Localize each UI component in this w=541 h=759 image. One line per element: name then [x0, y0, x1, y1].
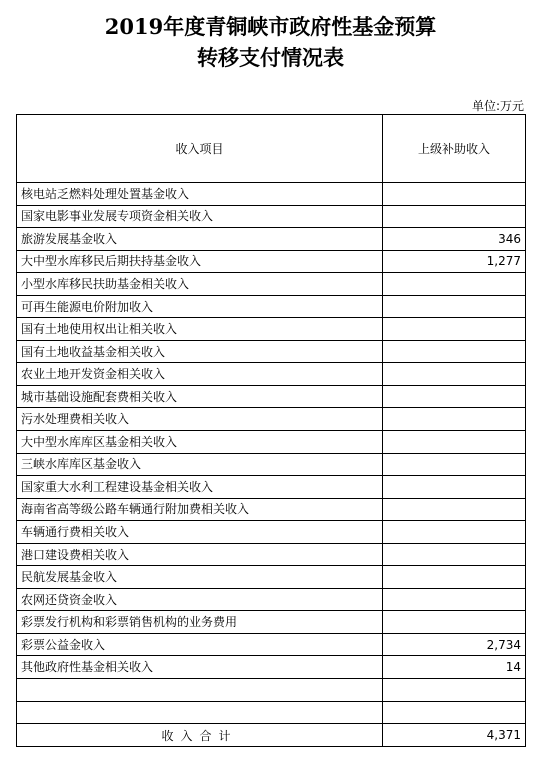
- total-label: 收入合计: [17, 724, 383, 747]
- row-subsidy-value: [383, 701, 526, 724]
- table-body: [17, 183, 526, 724]
- row-subsidy-value: [383, 295, 526, 318]
- table-row: [17, 498, 526, 521]
- row-income-item: 可再生能源电价附加收入: [17, 295, 383, 318]
- table-row: [17, 183, 526, 206]
- row-income-item: 海南省高等级公路车辆通行附加费相关收入: [17, 498, 383, 521]
- row-subsidy-value: [383, 566, 526, 589]
- page-title-line2: 转移支付情况表: [197, 45, 344, 70]
- row-income-item: 大中型水库移民后期扶持基金收入: [17, 250, 383, 273]
- row-subsidy-value: [383, 205, 526, 228]
- table-row: [17, 611, 526, 634]
- row-subsidy-value: [383, 385, 526, 408]
- row-subsidy-value: [383, 431, 526, 454]
- row-income-item: 农业土地开发资金相关收入: [17, 363, 383, 386]
- transfer-payment-table: [16, 114, 526, 747]
- total-row: [17, 724, 526, 747]
- total-value: 4,371: [383, 724, 526, 747]
- table-row: [17, 250, 526, 273]
- table-row: [17, 543, 526, 566]
- table-row: [17, 318, 526, 341]
- row-income-item: 彩票发行机构和彩票销售机构的业务费用: [17, 611, 383, 634]
- table-row: [17, 633, 526, 656]
- page-title-line1: 2019年度青铜峡市政府性基金预算: [104, 14, 437, 39]
- table-row: [17, 453, 526, 476]
- table-row: [17, 679, 526, 702]
- row-subsidy-value: [383, 521, 526, 544]
- table-row: [17, 340, 526, 363]
- row-subsidy-value: 14: [383, 656, 526, 679]
- row-income-item: 旅游发展基金收入: [17, 228, 383, 251]
- row-income-item: 民航发展基金收入: [17, 566, 383, 589]
- table-header-row: [17, 115, 526, 183]
- table-row: [17, 408, 526, 431]
- table-row: [17, 385, 526, 408]
- row-subsidy-value: [383, 611, 526, 634]
- row-income-item: 国有土地收益基金相关收入: [17, 340, 383, 363]
- row-income-item: 其他政府性基金相关收入: [17, 656, 383, 679]
- row-income-item: 彩票公益金收入: [17, 633, 383, 656]
- row-income-item: 小型水库移民扶助基金相关收入: [17, 273, 383, 296]
- row-subsidy-value: [383, 340, 526, 363]
- unit-label: 单位:万元: [471, 99, 524, 113]
- row-income-item: 核电站乏燃料处理处置基金收入: [17, 183, 383, 206]
- row-subsidy-value: 1,277: [383, 250, 526, 273]
- row-income-item: 污水处理费相关收入: [17, 408, 383, 431]
- table-row: [17, 476, 526, 499]
- table-row: [17, 588, 526, 611]
- row-income-item: [17, 701, 383, 724]
- row-subsidy-value: [383, 588, 526, 611]
- table-row: [17, 273, 526, 296]
- row-subsidy-value: [383, 408, 526, 431]
- header-income-item: 收入项目: [17, 115, 383, 183]
- row-subsidy-value: [383, 498, 526, 521]
- row-subsidy-value: 346: [383, 228, 526, 251]
- row-income-item: 国家电影事业发展专项资金相关收入: [17, 205, 383, 228]
- row-income-item: 国有土地使用权出让相关收入: [17, 318, 383, 341]
- row-income-item: [17, 679, 383, 702]
- table-row: [17, 431, 526, 454]
- row-income-item: 大中型水库库区基金相关收入: [17, 431, 383, 454]
- table-row: [17, 521, 526, 544]
- row-subsidy-value: [383, 318, 526, 341]
- row-income-item: 车辆通行费相关收入: [17, 521, 383, 544]
- table-row: [17, 295, 526, 318]
- row-subsidy-value: [383, 273, 526, 296]
- row-income-item: 港口建设费相关收入: [17, 543, 383, 566]
- header-superior-subsidy: 上级补助收入: [383, 115, 526, 183]
- row-subsidy-value: [383, 476, 526, 499]
- row-subsidy-value: 2,734: [383, 633, 526, 656]
- table-row: [17, 228, 526, 251]
- row-income-item: 三峡水库库区基金收入: [17, 453, 383, 476]
- row-income-item: 国家重大水利工程建设基金相关收入: [17, 476, 383, 499]
- table-row: [17, 363, 526, 386]
- row-income-item: 农网还贷资金收入: [17, 588, 383, 611]
- row-subsidy-value: [383, 183, 526, 206]
- row-subsidy-value: [383, 679, 526, 702]
- row-subsidy-value: [383, 363, 526, 386]
- row-subsidy-value: [383, 543, 526, 566]
- table-row: [17, 566, 526, 589]
- table-row: [17, 656, 526, 679]
- row-income-item: 城市基础设施配套费相关收入: [17, 385, 383, 408]
- row-subsidy-value: [383, 453, 526, 476]
- table-row: [17, 205, 526, 228]
- table-row: [17, 701, 526, 724]
